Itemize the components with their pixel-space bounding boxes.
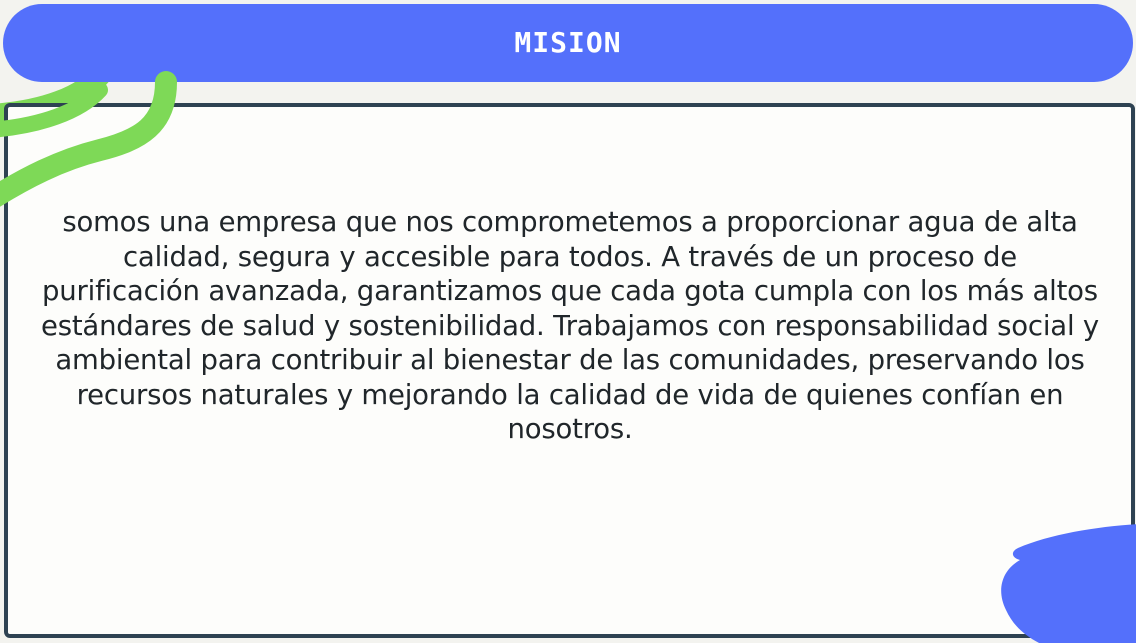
- mission-card: [4, 103, 1135, 638]
- page-title: MISION: [514, 25, 622, 59]
- header-banner: [3, 4, 1133, 82]
- mission-text: somos una empresa que nos comprometemos a proporcionar agua de alta calidad, segura y accesible para todos. A través de un proceso de purificación avanzada, garantizamos que cada gota cumpla con los más altos estándares de salud y sostenibilidad. Trabajamos con responsabilidad social y ambiental para contribuir al bienestar de las comunidades, preservando los recursos naturales y mejorando la calidad de vida de quienes confían en nosotros.: [40, 206, 1099, 445]
